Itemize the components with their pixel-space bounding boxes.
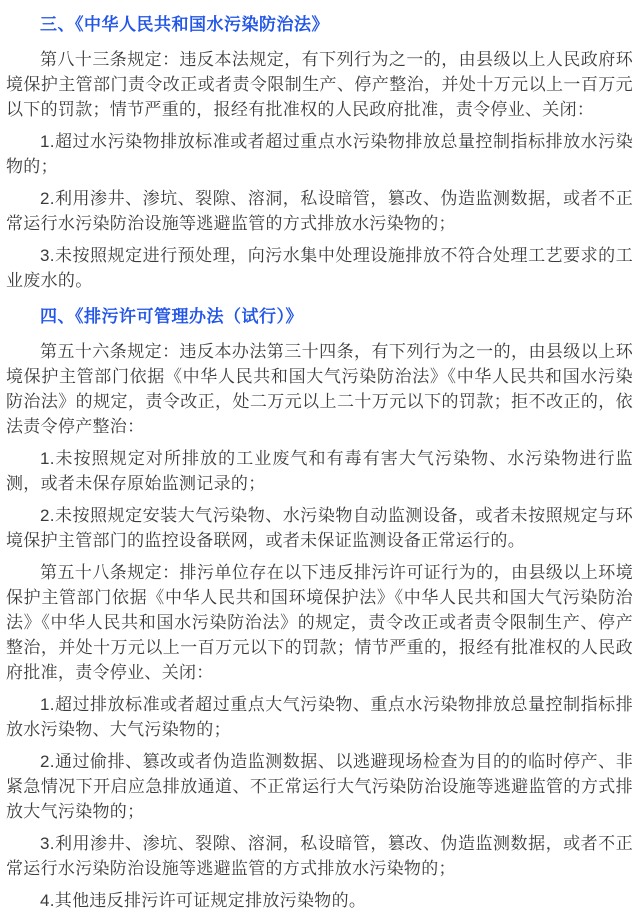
list-item: 1.超过排放标准或者超过重点大气污染物、重点水污染物排放总量控制指标排放水污染物、大气污染物的； xyxy=(6,695,633,739)
list-item: 3.未按照规定进行预处理，向污水集中处理设施排放不符合处理工艺要求的工业废水的。 xyxy=(6,246,633,290)
section-heading-water-pollution-law: 三、《中华人民共和国水污染防治法》 xyxy=(40,15,329,34)
list-item: 3.利用渗井、渗坑、裂隙、溶洞，私设暗管，篡改、伪造监测数据，或者不正常运行水污染防治设施等逃避监管的方式排放水污染物的； xyxy=(6,834,633,878)
list-item: 1.未按照规定对所排放的工业废气和有毒有害大气污染物、水污染物进行监测，或者未保存原始监测记录的； xyxy=(6,449,633,493)
list-item: 2.利用渗井、渗坑、裂隙、溶洞，私设暗管，篡改、伪造监测数据，或者不正常运行水污染防治设施等逃避监管的方式排放水污染物的； xyxy=(6,189,633,233)
list-item: 1.超过水污染物排放标准或者超过重点水污染物排放总量控制指标排放水污染物的； xyxy=(6,132,633,176)
article-paragraph: 第五十八条规定：排污单位存在以下违反排污许可证行为的，由县级以上环境保护主管部门依据《中华人民共和国环境保护法》《中华人民共和国大气污染防治法》《中华人民共和国水污染防治法》的规定，责令改正或者责令限制生产、停产整治，并处十万元以上一百万元以下的罚款；情节严重的，报经有批准权的人民政府批准，责令停业、关闭： xyxy=(6,563,633,682)
section-heading-discharge-permit-measures: 四、《排污许可管理办法（试行）》 xyxy=(40,307,303,326)
article-paragraph: 第八十三条规定：违反本法规定，有下列行为之一的，由县级以上人民政府环境保护主管部门责令改正或者责令限制生产、停产整治，并处十万元以上一百万元以下的罚款；情节严重的，报经有批准权的人民政府批准，责令停业、关闭： xyxy=(6,50,633,119)
article-paragraph: 第五十六条规定：违反本办法第三十四条，有下列行为之一的，由县级以上环境保护主管部门依据《中华人民共和国大气污染防治法》《中华人民共和国水污染防治法》的规定，责令改正，处二万元以上二十万元以下的罚款；拒不改正的，依法责令停产整治： xyxy=(6,342,633,436)
list-item: 4.其他违反排污许可证规定排放污染物的。 xyxy=(40,891,367,910)
list-item: 2.通过偷排、篡改或者伪造监测数据、以逃避现场检查为目的的临时停产、非紧急情况下开启应急排放通道、不正常运行大气污染防治设施等逃避监管的方式排放大气污染物的； xyxy=(6,752,633,821)
list-item: 2.未按照规定安装大气污染物、水污染物自动监测设备，或者未按照规定与环境保护主管部门的监控设备联网，或者未保证监测设备正常运行的。 xyxy=(6,506,633,550)
